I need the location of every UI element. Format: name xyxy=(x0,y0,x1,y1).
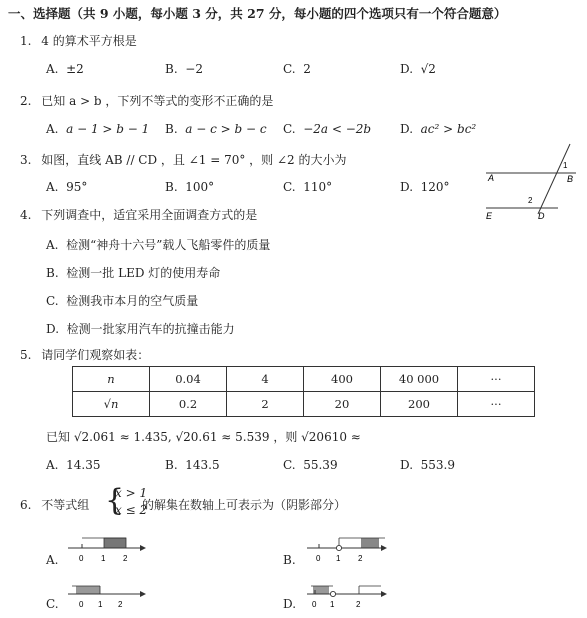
open-circle xyxy=(336,545,341,550)
q2-option-a[interactable]: A. a − 1 > b − 1 xyxy=(46,122,150,136)
table-cell: 20 xyxy=(304,392,381,417)
q3-option-c[interactable]: C. 110° xyxy=(283,180,333,194)
q2-option-c[interactable]: C. −2a < −2b xyxy=(283,122,372,136)
q4-option-d[interactable]: D. 检测一批家用汽车的抗撞击能力 xyxy=(46,322,235,336)
question-number: 4. xyxy=(20,208,32,222)
tick-label: 0 xyxy=(79,554,84,563)
question-3-stem xyxy=(20,151,347,168)
table-cell: ··· xyxy=(458,367,535,392)
tick-label: 2 xyxy=(118,600,123,609)
q6-option-b[interactable]: B. xyxy=(283,553,296,567)
angle-1-label: 1 xyxy=(563,161,568,170)
table-cell: 0.04 xyxy=(150,367,227,392)
arrow-icon xyxy=(381,591,387,597)
tick-label: 1 xyxy=(330,600,335,609)
inequality-2: x ≤ 2 xyxy=(115,503,148,517)
question-number: 6. xyxy=(20,498,32,512)
arrow-icon xyxy=(140,545,146,551)
question-text: 请同学们观察如表： xyxy=(41,348,150,362)
question-text: 下列调查中，适宜采用全面调查方式的是 xyxy=(41,208,258,222)
tick-label: 1 xyxy=(98,600,103,609)
table-cell: 400 xyxy=(304,367,381,392)
q3-option-a[interactable]: A. 95° xyxy=(46,180,88,194)
q4-option-c[interactable]: C. 检测我市本月的空气质量 xyxy=(46,294,199,308)
table-cell: 4 xyxy=(227,367,304,392)
table-cell: 200 xyxy=(381,392,458,417)
label-a: A xyxy=(488,173,495,183)
q6-option-c[interactable]: C. xyxy=(46,597,59,611)
q5-given: 已知 √2.061 ≈ 1.435, √20.61 ≈ 5.539 ，则 √20610 ≈ xyxy=(46,430,361,444)
shaded-region xyxy=(104,538,126,548)
question-number: 3. xyxy=(20,153,32,167)
inequality-1: x > 1 xyxy=(115,486,148,500)
q2-option-b[interactable]: B. a − c > b − c xyxy=(165,122,267,136)
question-6-stem-rest: 的解集在数轴上可表示为（阴影部分） xyxy=(142,498,347,512)
arrow-icon xyxy=(140,591,146,597)
question-2-stem xyxy=(20,92,273,109)
tick-label: 2 xyxy=(123,554,128,563)
q6-option-a[interactable]: A. xyxy=(46,553,59,567)
angle-2-label: 2 xyxy=(528,196,533,205)
q4-option-b[interactable]: B. 检测一批 LED 灯的使用寿命 xyxy=(46,266,221,280)
q5-option-c[interactable]: C. 55.39 xyxy=(283,458,338,472)
label-b: B xyxy=(567,174,574,184)
question-6-stem xyxy=(20,496,89,513)
question-text: 如图，直线 AB // CD ，且 ∠1 = 70° ，则 ∠2 的大小为 xyxy=(41,153,347,167)
table-row xyxy=(73,392,535,417)
question-4-stem xyxy=(20,206,257,223)
section-header: 一、选择题（共 9 小题，每小题 3 分，共 27 分，每小题的四个选项只有一个符合题意） xyxy=(8,6,507,21)
tick-label: 0 xyxy=(316,554,321,563)
q2-option-d[interactable]: D. ac² > bc² xyxy=(400,122,477,136)
q5-option-a[interactable]: A. 14.35 xyxy=(46,458,101,472)
table-cell: 2 xyxy=(227,392,304,417)
tick-label: 0 xyxy=(79,600,84,609)
label-d: D xyxy=(538,211,545,221)
q1-option-b[interactable]: B. −2 xyxy=(165,62,203,76)
tick-label: 2 xyxy=(358,554,363,563)
question-text: 已知 a > b ，下列不等式的变形不正确的是 xyxy=(41,94,274,108)
brace: { xyxy=(105,483,125,518)
question-text: 4 的算术平方根是 xyxy=(41,34,137,48)
q6-option-d[interactable]: D. xyxy=(283,597,297,611)
question-number: 1. xyxy=(20,34,32,48)
table-row-label: √n xyxy=(73,392,150,417)
table-row xyxy=(73,367,535,392)
label-e: E xyxy=(486,211,493,221)
shaded-region xyxy=(361,538,379,548)
table-cell: 0.2 xyxy=(150,392,227,417)
question-number: 5. xyxy=(20,348,32,362)
q3-option-d[interactable]: D. 120° xyxy=(400,180,450,194)
q4-option-a[interactable]: A. 检测“神舟十六号”载人飞船零件的质量 xyxy=(46,238,271,252)
parallel-lines-figure xyxy=(480,140,580,225)
tick-label: 2 xyxy=(356,600,361,609)
q6-number-line-a[interactable] xyxy=(66,528,148,568)
sqrt-table xyxy=(72,366,535,417)
table-cell: ··· xyxy=(458,392,535,417)
q1-option-a[interactable]: A. ±2 xyxy=(46,62,84,76)
table-cell: 40 000 xyxy=(381,367,458,392)
q6-number-line-c[interactable] xyxy=(66,574,148,614)
question-1-stem xyxy=(20,32,137,49)
arrow-icon xyxy=(381,545,387,551)
table-row-label: n xyxy=(73,367,150,392)
q1-option-d[interactable]: D. √2 xyxy=(400,62,436,76)
open-circle xyxy=(330,591,335,596)
transversal xyxy=(538,144,570,214)
q6-number-line-b[interactable] xyxy=(305,528,391,568)
q6-number-line-d[interactable] xyxy=(305,574,391,614)
question-number: 2. xyxy=(20,94,32,108)
q3-option-b[interactable]: B. 100° xyxy=(165,180,215,194)
q1-option-c[interactable]: C. 2 xyxy=(283,62,311,76)
question-5-stem xyxy=(20,346,149,363)
tick-label: 0 xyxy=(312,600,317,609)
shaded-region xyxy=(76,586,100,594)
q5-option-d[interactable]: D. 553.9 xyxy=(400,458,456,472)
tick-label: 1 xyxy=(101,554,106,563)
q5-option-b[interactable]: B. 143.5 xyxy=(165,458,220,472)
question-text: 不等式组 xyxy=(41,498,90,512)
tick-label: 1 xyxy=(336,554,341,563)
